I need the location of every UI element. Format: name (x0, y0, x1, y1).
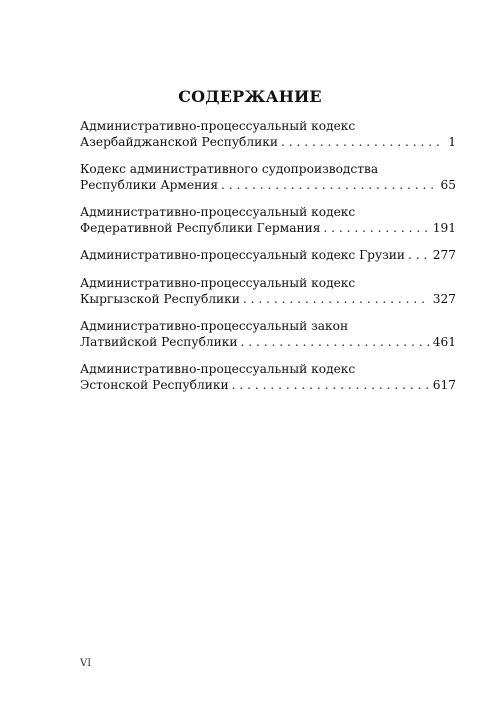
dot-leader (241, 334, 430, 350)
toc-entry-page-number: 327 (432, 292, 456, 306)
dot-leader (323, 220, 429, 236)
toc-entry-kyrgyzstan[interactable] (80, 275, 456, 307)
dot-leader (232, 377, 430, 393)
dot-leader (221, 177, 437, 193)
toc-entry-estonia[interactable] (80, 361, 456, 393)
toc-entry-title-line: Азербайджанской Республики (80, 135, 278, 149)
toc-entry-title-line: Латвийской Республики (80, 335, 238, 349)
dot-leader (281, 134, 445, 150)
toc-entry-page-number: 461 (432, 335, 456, 349)
toc-entry-title-line: Административно-процессуальный закон (80, 319, 349, 333)
toc-entry-title-line: Административно-процессуальный кодекс (80, 205, 356, 219)
toc-entry-germany[interactable] (80, 204, 456, 236)
dot-leader (243, 291, 430, 307)
toc-entry-title-line: Республики Армения (80, 178, 219, 192)
folio-page-number: VI (80, 658, 92, 669)
table-of-contents (80, 118, 456, 404)
toc-entry-azerbaijan[interactable] (80, 118, 456, 150)
toc-entry-page-number: 1 (448, 135, 456, 149)
toc-entry-page-number: 617 (432, 378, 456, 392)
toc-entry-title-line: Эстонской Республики (80, 378, 229, 392)
toc-entry-georgia[interactable] (80, 247, 456, 263)
toc-entry-page-number: 65 (440, 178, 456, 192)
toc-entry-title-line: Административно-процессуальный кодекс (80, 119, 356, 133)
toc-entry-title-line: Федеративной Республики Германия (80, 221, 321, 235)
dot-leader (408, 247, 430, 263)
toc-entry-page-number: 191 (432, 221, 456, 235)
toc-entry-page-number: 277 (432, 248, 456, 262)
toc-entry-title-line: Административно-процессуальный кодекс Грузии (80, 248, 406, 262)
toc-entry-title-line: Кыргызской Республики (80, 292, 240, 306)
toc-entry-title-line: Административно-процессуальный кодекс (80, 362, 356, 376)
toc-entry-armenia[interactable] (80, 161, 456, 193)
toc-entry-title-line: Административно-процессуальный кодекс (80, 276, 356, 290)
toc-entry-title-line: Кодекс административного судопроизводства (80, 162, 379, 176)
toc-entry-latvia[interactable] (80, 318, 456, 350)
page-title: СОДЕРЖАНИЕ (178, 87, 322, 106)
